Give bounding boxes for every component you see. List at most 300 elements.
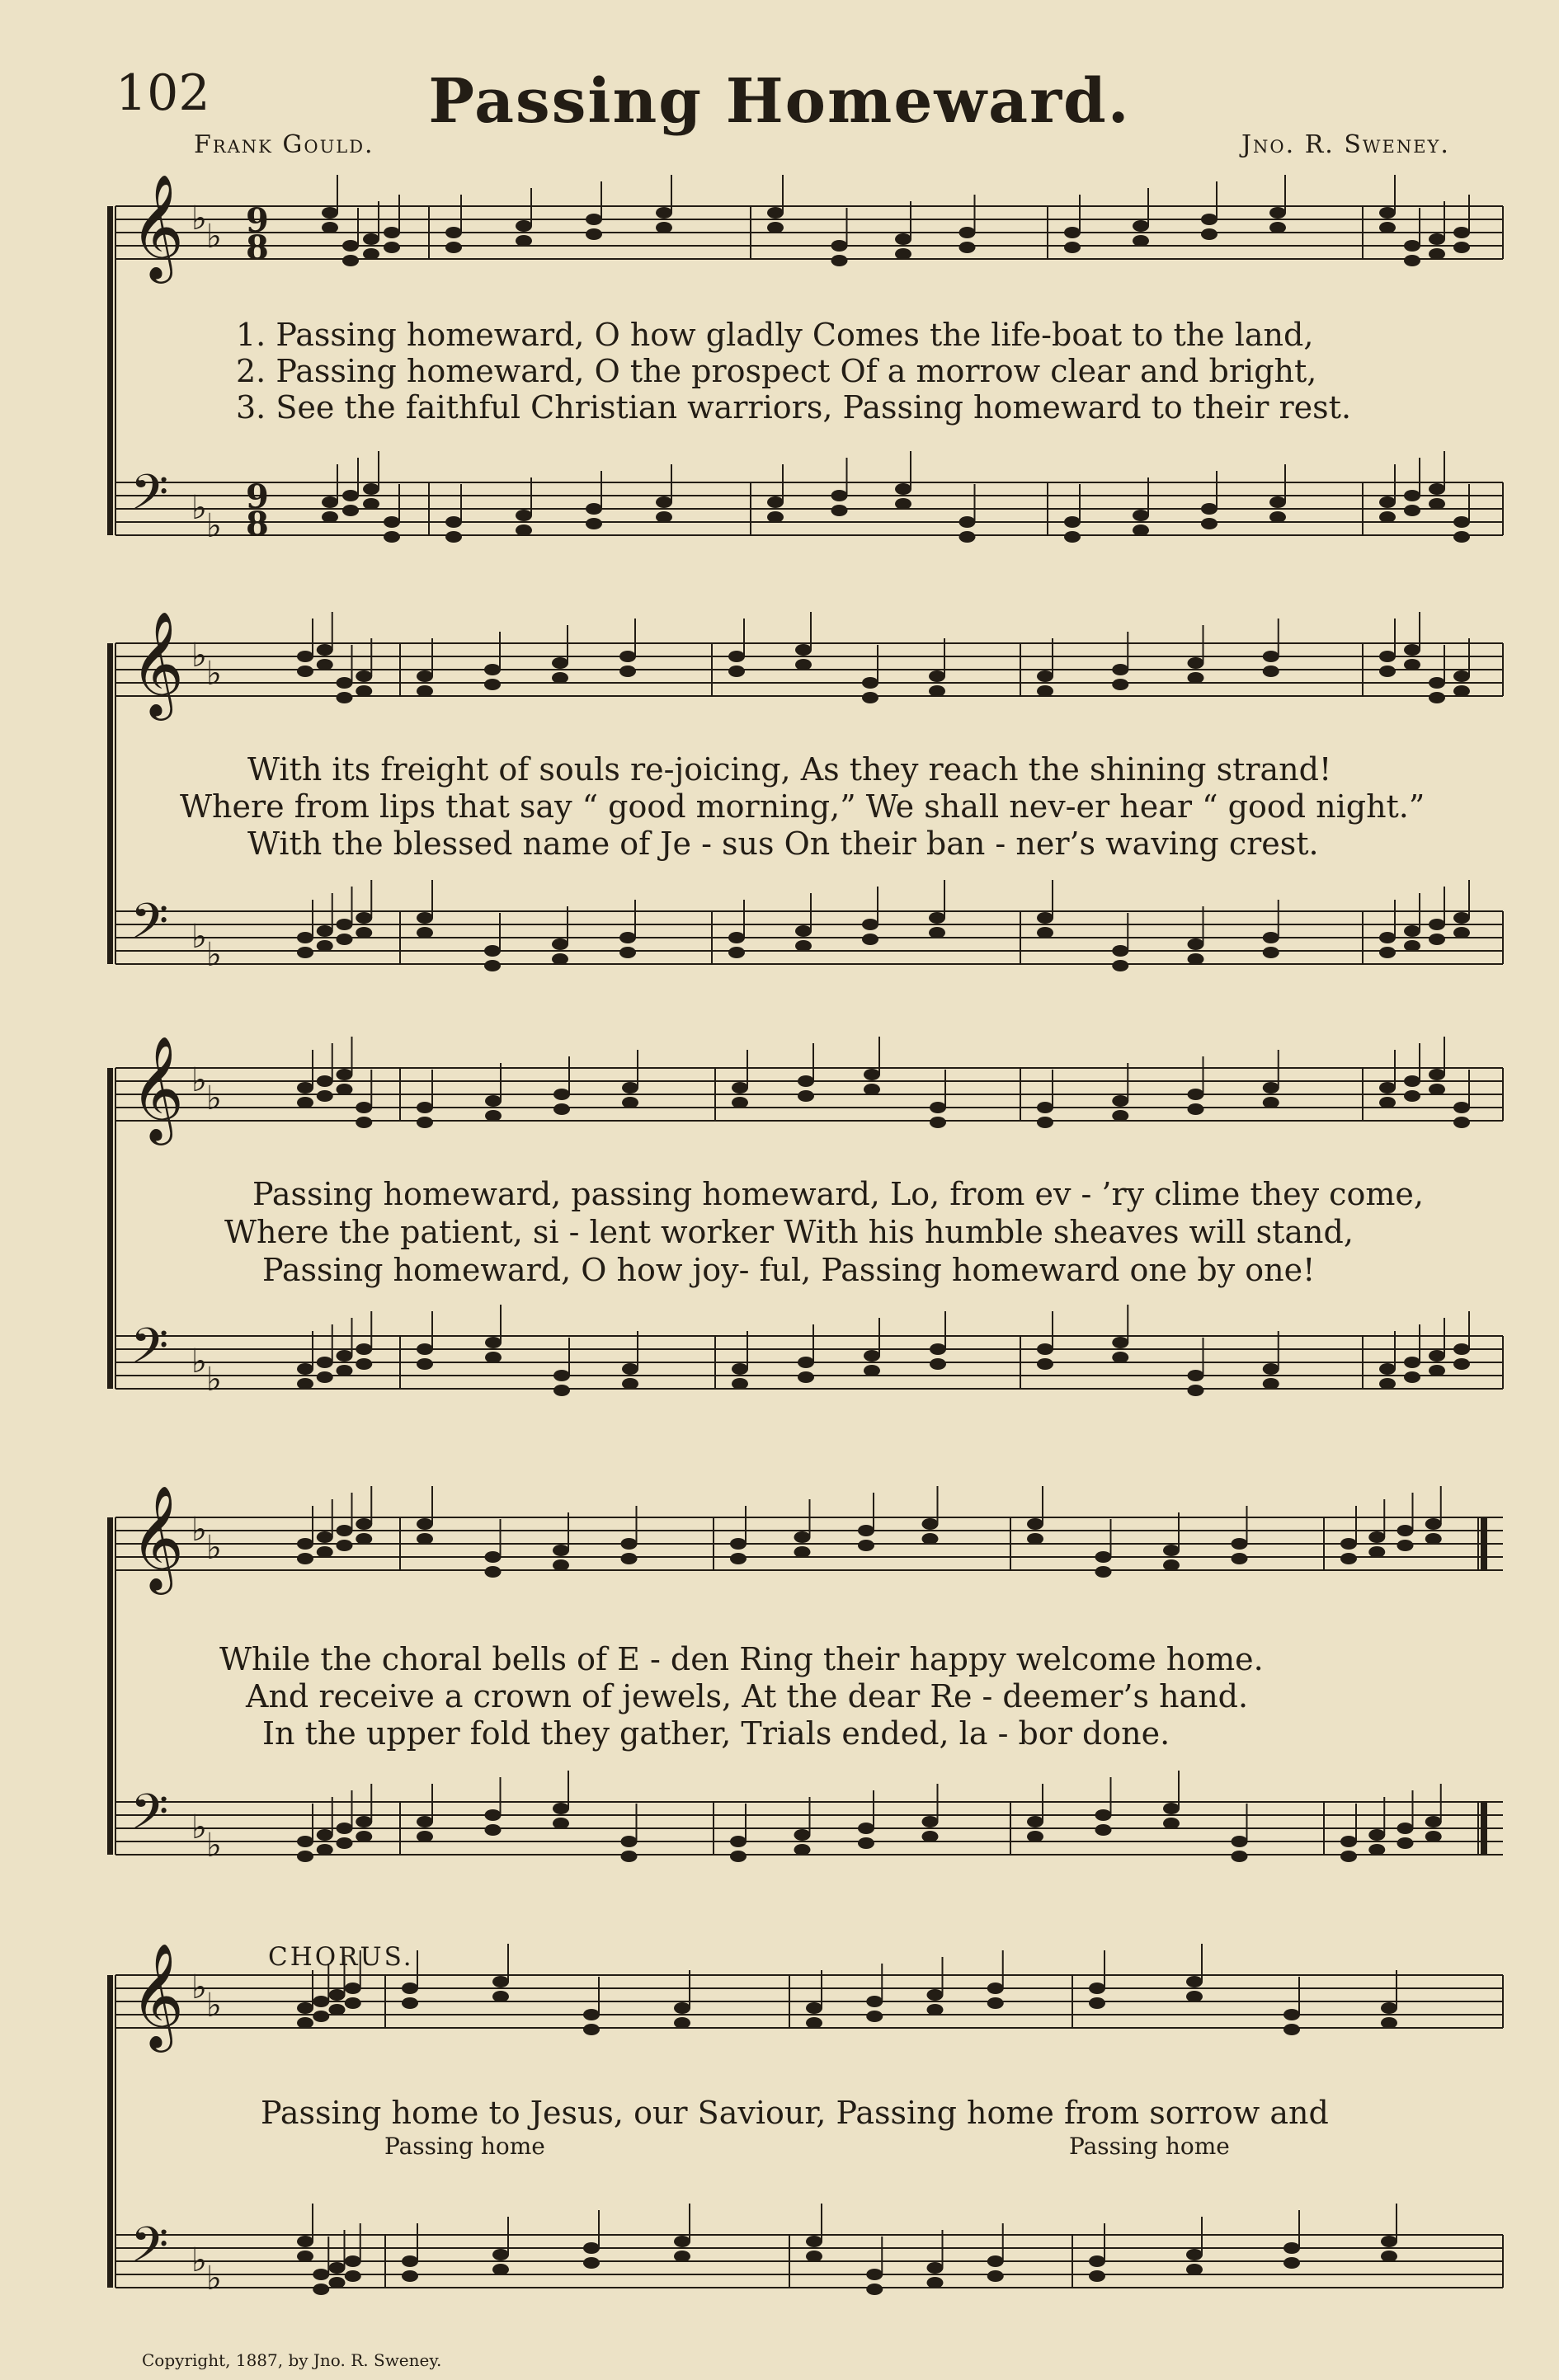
note-head: [1429, 1084, 1445, 1095]
copyright-notice: Copyright, 1887, by Jno. R. Sweney.: [142, 2350, 442, 2370]
note-head: [317, 1075, 333, 1087]
note-head: [1381, 2236, 1397, 2247]
note-head: [297, 1836, 313, 1847]
note-head: [356, 927, 372, 938]
bass-clef-icon: 𝄢: [130, 1783, 169, 1852]
note-head: [866, 2284, 883, 2295]
note-head: [1340, 1851, 1357, 1862]
note-head: [864, 1365, 880, 1376]
lyric-chorus-sub: Passing home: [1069, 2133, 1230, 2160]
treble-clef-icon: 𝄞: [130, 610, 185, 716]
note-head: [929, 670, 945, 682]
lyric-verse-2: And receive a crown of jewels, At the dear Re - deemer’s hand.: [246, 1678, 1249, 1714]
treble-clef-icon: 𝄞: [130, 173, 185, 279]
note-head: [297, 1378, 313, 1390]
note-head: [1404, 659, 1420, 670]
note-head: [297, 1082, 313, 1094]
note-head: [732, 1363, 748, 1375]
note-head: [674, 2251, 690, 2262]
note-head: [553, 1385, 570, 1396]
note-head: [516, 524, 532, 536]
note-head: [622, 1082, 638, 1094]
time-signature-digit: 8: [246, 505, 269, 543]
note-head: [317, 1371, 333, 1383]
note-head: [1188, 953, 1204, 965]
note-head: [484, 664, 501, 675]
note-head: [417, 912, 433, 924]
flat-icon: ♭: [206, 218, 222, 256]
note-head: [1089, 2255, 1105, 2267]
note-head: [297, 1097, 313, 1108]
note-head: [1453, 685, 1470, 697]
note-head: [1263, 1082, 1279, 1094]
note-head: [767, 496, 784, 508]
note-head: [417, 1816, 433, 1827]
note-head: [1379, 1082, 1396, 1094]
note-head: [858, 1525, 874, 1536]
note-head: [417, 1533, 433, 1545]
note-head: [1263, 666, 1279, 677]
note-head: [1095, 1809, 1112, 1821]
note-head: [356, 1102, 372, 1113]
note-head: [417, 927, 433, 938]
note-head: [798, 1090, 814, 1102]
flat-icon: ♭: [206, 1529, 222, 1567]
note-head: [313, 1996, 329, 2007]
note-head: [1379, 947, 1396, 958]
note-head: [1429, 692, 1445, 703]
note-head: [1064, 531, 1081, 543]
note-head: [402, 2255, 418, 2267]
note-head: [798, 1357, 814, 1368]
note-head: [1188, 1089, 1204, 1100]
note-head: [862, 934, 878, 945]
note-head: [1381, 2017, 1397, 2029]
lyric-verse-3: 3. See the faithful Christian warriors, Passing homeward to their rest.: [236, 389, 1352, 426]
note-head: [317, 1829, 333, 1841]
note-head: [794, 1844, 811, 1856]
note-head: [297, 666, 313, 677]
note-head: [858, 1540, 874, 1551]
time-signature-digit: 8: [246, 228, 269, 267]
note-head: [929, 912, 945, 924]
note-head: [1379, 1378, 1396, 1390]
note-head: [1089, 2270, 1105, 2282]
note-head: [656, 222, 672, 233]
note-head: [1453, 1358, 1470, 1370]
note-head: [1425, 1816, 1442, 1827]
note-head: [317, 1357, 333, 1368]
note-head: [516, 235, 532, 247]
note-head: [356, 912, 372, 924]
note-head: [1232, 1836, 1248, 1847]
note-head: [1263, 651, 1279, 662]
note-head: [732, 1082, 748, 1094]
note-head: [895, 498, 911, 510]
note-head: [1269, 222, 1286, 233]
note-head: [1112, 664, 1128, 675]
words-credit: Frank Gould.: [194, 130, 374, 159]
note-head: [794, 1531, 811, 1543]
flat-icon: ♭: [191, 1968, 207, 2006]
note-head: [1404, 490, 1420, 501]
note-head: [864, 1350, 880, 1362]
note-head: [1027, 1518, 1043, 1530]
note-head: [1404, 255, 1420, 266]
note-head: [767, 207, 784, 219]
note-head: [806, 2251, 822, 2262]
note-head: [1379, 1363, 1396, 1375]
note-head: [553, 1370, 570, 1381]
note-head: [1404, 505, 1420, 516]
note-head: [417, 1117, 433, 1128]
lyric-verse-3: In the upper fold they gather, Trials ended, la - bor done.: [262, 1715, 1170, 1752]
note-head: [862, 692, 878, 703]
note-head: [1379, 1097, 1396, 1108]
note-head: [586, 214, 602, 225]
note-head: [930, 1358, 946, 1370]
note-head: [1397, 1823, 1414, 1834]
note-head: [1269, 207, 1286, 219]
note-head: [732, 1097, 748, 1108]
note-head: [728, 666, 745, 677]
note-head: [583, 2257, 600, 2269]
note-head: [337, 1365, 353, 1376]
note-head: [317, 1531, 333, 1543]
note-head: [1453, 912, 1470, 924]
note-head: [1037, 685, 1053, 697]
note-head: [317, 940, 333, 952]
note-head: [337, 677, 353, 689]
note-head: [363, 483, 379, 495]
note-head: [1453, 227, 1470, 238]
note-head: [417, 1358, 433, 1370]
note-head: [552, 938, 568, 950]
bass-clef-icon: 𝄢: [130, 892, 169, 962]
note-head: [959, 531, 976, 543]
note-head: [345, 2270, 361, 2282]
note-head: [484, 679, 501, 690]
lyric-verse-3: Passing homeward, O how joy- ful, Passing homeward one by one!: [262, 1252, 1316, 1288]
note-head: [1133, 235, 1149, 247]
note-head: [317, 1844, 333, 1856]
note-head: [656, 511, 672, 523]
note-head: [1453, 1343, 1470, 1355]
lyric-verse-1: With its freight of souls re-joicing, As they reach the shining strand!: [247, 751, 1332, 788]
note-head: [313, 2284, 329, 2295]
flat-icon: ♭: [191, 637, 207, 675]
note-head: [1112, 1110, 1128, 1122]
note-head: [485, 1352, 502, 1363]
note-head: [402, 1997, 418, 2009]
note-head: [1064, 242, 1081, 253]
note-head: [987, 1997, 1004, 2009]
note-head: [1404, 240, 1420, 252]
note-head: [417, 1343, 433, 1355]
note-head: [356, 685, 372, 697]
note-head: [445, 531, 462, 543]
note-head: [317, 1546, 333, 1558]
note-head: [1397, 1837, 1414, 1849]
note-head: [337, 1084, 353, 1095]
note-head: [1404, 1090, 1420, 1102]
final-barline: [1481, 1517, 1487, 1570]
note-head: [337, 919, 353, 930]
note-head: [485, 1551, 502, 1563]
lyric-verse-1: While the choral bells of E - den Ring their happy welcome home.: [219, 1641, 1264, 1677]
note-head: [583, 2024, 600, 2035]
note-head: [1201, 228, 1218, 240]
note-head: [1429, 483, 1445, 495]
note-head: [1340, 1553, 1357, 1564]
note-head: [337, 1069, 353, 1080]
note-head: [1064, 516, 1081, 528]
flat-icon: ♭: [206, 2260, 222, 2298]
note-head: [485, 1566, 502, 1578]
note-head: [959, 242, 976, 253]
note-head: [621, 1851, 638, 1862]
note-head: [297, 1851, 313, 1862]
note-head: [656, 496, 672, 508]
note-head: [1163, 1818, 1180, 1829]
note-head: [484, 960, 501, 971]
note-head: [1453, 531, 1470, 543]
treble-clef-icon: 𝄞: [130, 1035, 185, 1141]
note-head: [1027, 1831, 1043, 1842]
note-head: [927, 2004, 944, 2015]
note-head: [297, 1553, 313, 1564]
note-head: [794, 1829, 811, 1841]
note-head: [337, 1350, 353, 1362]
note-head: [806, 2236, 822, 2247]
flat-icon: ♭: [191, 1511, 207, 1549]
note-head: [922, 1533, 939, 1545]
note-head: [1397, 1540, 1414, 1551]
lyric-verse-2: Where the patient, si - lent worker With his humble sheaves will stand,: [224, 1214, 1354, 1250]
note-head: [356, 1117, 372, 1128]
note-head: [987, 2270, 1004, 2282]
note-head: [831, 255, 848, 266]
note-head: [795, 940, 812, 952]
note-head: [1340, 1538, 1357, 1550]
note-head: [342, 505, 359, 516]
note-head: [927, 1989, 944, 2001]
note-head: [342, 240, 359, 252]
flat-icon: ♭: [206, 1987, 222, 2025]
note-head: [337, 1540, 353, 1551]
flat-icon: ♭: [206, 655, 222, 693]
note-head: [1404, 1371, 1420, 1383]
note-head: [895, 233, 911, 245]
note-head: [417, 1518, 433, 1530]
note-head: [619, 932, 636, 943]
lyric-verse-1: Passing homeward, passing homeward, Lo, from ev - ’ry clime they come,: [252, 1176, 1424, 1212]
note-head: [864, 1069, 880, 1080]
system-bracket: [107, 1975, 113, 2288]
note-head: [553, 1559, 569, 1571]
note-head: [728, 947, 745, 958]
note-head: [728, 932, 745, 943]
note-head: [1133, 524, 1149, 536]
note-head: [1404, 1075, 1420, 1087]
note-head: [622, 1097, 638, 1108]
note-head: [674, 2017, 690, 2029]
note-head: [313, 2269, 329, 2280]
note-head: [927, 2277, 944, 2288]
note-head: [1263, 1378, 1279, 1390]
note-head: [356, 1831, 372, 1842]
note-head: [1429, 934, 1445, 945]
note-head: [858, 1823, 874, 1834]
note-head: [1453, 242, 1470, 253]
note-head: [1186, 2264, 1203, 2275]
note-head: [297, 2236, 313, 2247]
note-head: [329, 2004, 346, 2015]
note-head: [417, 685, 433, 697]
hymn-title: Passing Homeward.: [428, 66, 1131, 137]
note-head: [384, 516, 400, 528]
note-head: [1037, 1343, 1053, 1355]
note-head: [329, 2262, 346, 2274]
note-head: [417, 670, 433, 682]
note-head: [417, 1831, 433, 1842]
note-head: [553, 1103, 570, 1115]
note-head: [1037, 1358, 1053, 1370]
note-head: [959, 516, 976, 528]
note-head: [445, 242, 462, 253]
flat-icon: ♭: [206, 1827, 222, 1865]
note-head: [1186, 2249, 1203, 2260]
note-head: [1269, 496, 1286, 508]
note-head: [1379, 666, 1396, 677]
note-head: [1027, 1816, 1043, 1827]
lyric-verse-3: With the blessed name of Je - sus On their ban - ner’s waving crest.: [247, 825, 1319, 862]
note-head: [345, 2255, 361, 2267]
note-head: [1340, 1836, 1357, 1847]
note-head: [831, 505, 848, 516]
note-head: [586, 518, 602, 529]
note-head: [1425, 1518, 1442, 1530]
note-head: [1429, 248, 1445, 260]
note-head: [732, 1378, 748, 1390]
note-head: [1188, 938, 1204, 950]
note-head: [795, 659, 812, 670]
note-head: [1037, 912, 1053, 924]
note-head: [795, 644, 812, 656]
note-head: [767, 511, 784, 523]
note-head: [930, 1117, 946, 1128]
note-head: [356, 1533, 372, 1545]
note-head: [402, 1983, 418, 1994]
note-head: [485, 1337, 502, 1348]
note-head: [345, 1997, 361, 2009]
note-head: [1112, 1095, 1128, 1107]
note-head: [1133, 220, 1149, 232]
note-head: [1037, 1102, 1053, 1113]
note-head: [297, 1363, 313, 1375]
note-head: [1453, 516, 1470, 528]
note-head: [485, 1095, 502, 1107]
bass-clef-icon: 𝄢: [130, 1317, 169, 1386]
note-head: [342, 490, 359, 501]
note-head: [730, 1836, 747, 1847]
note-head: [895, 483, 911, 495]
note-head: [866, 2269, 883, 2280]
note-head: [1027, 1533, 1043, 1545]
flat-icon: ♭: [191, 1061, 207, 1099]
note-head: [1379, 222, 1396, 233]
note-head: [337, 692, 353, 703]
note-head: [1112, 1337, 1128, 1348]
note-head: [297, 1538, 313, 1550]
lyric-verse-2: 2. Passing homeward, O the prospect Of a morrow clear and bright,: [236, 353, 1317, 389]
note-head: [583, 2009, 600, 2020]
music-credit: Jno. R. Sweney.: [1241, 130, 1450, 159]
note-head: [862, 919, 878, 930]
flat-icon: ♭: [191, 200, 207, 238]
note-head: [866, 2011, 883, 2022]
note-head: [445, 516, 462, 528]
note-head: [1429, 233, 1445, 245]
system-bracket: [107, 206, 113, 535]
note-head: [1429, 677, 1445, 689]
note-head: [356, 1358, 372, 1370]
note-head: [297, 651, 313, 662]
note-head: [552, 953, 568, 965]
flat-icon: ♭: [191, 1809, 207, 1846]
note-head: [553, 1803, 569, 1814]
note-head: [1429, 919, 1445, 930]
flat-icon: ♭: [191, 1343, 207, 1380]
note-head: [1368, 1531, 1385, 1543]
note-head: [930, 1102, 946, 1113]
note-head: [1453, 1117, 1470, 1128]
note-head: [806, 2002, 822, 2014]
note-head: [317, 925, 333, 937]
note-head: [1037, 927, 1053, 938]
note-head: [619, 651, 636, 662]
note-head: [1232, 1538, 1248, 1550]
note-head: [1379, 207, 1396, 219]
note-head: [492, 2249, 509, 2260]
note-head: [806, 2017, 822, 2029]
note-head: [1379, 511, 1396, 523]
note-head: [1163, 1545, 1180, 1556]
note-head: [345, 1983, 361, 1994]
note-head: [1429, 498, 1445, 510]
note-head: [1188, 657, 1204, 669]
time-signature-digit: 9: [246, 201, 269, 240]
note-head: [621, 1553, 638, 1564]
note-head: [485, 1809, 502, 1821]
note-head: [417, 1102, 433, 1113]
note-head: [384, 531, 400, 543]
note-head: [1453, 670, 1470, 682]
note-head: [384, 242, 400, 253]
note-head: [322, 222, 338, 233]
note-head: [1283, 2024, 1300, 2035]
note-head: [730, 1553, 747, 1564]
note-head: [492, 2264, 509, 2275]
note-head: [1283, 2009, 1300, 2020]
note-head: [586, 503, 602, 515]
note-head: [1201, 214, 1218, 225]
note-head: [297, 932, 313, 943]
note-head: [583, 2242, 600, 2254]
note-head: [1133, 510, 1149, 521]
note-head: [516, 510, 532, 521]
note-head: [1368, 1844, 1385, 1856]
